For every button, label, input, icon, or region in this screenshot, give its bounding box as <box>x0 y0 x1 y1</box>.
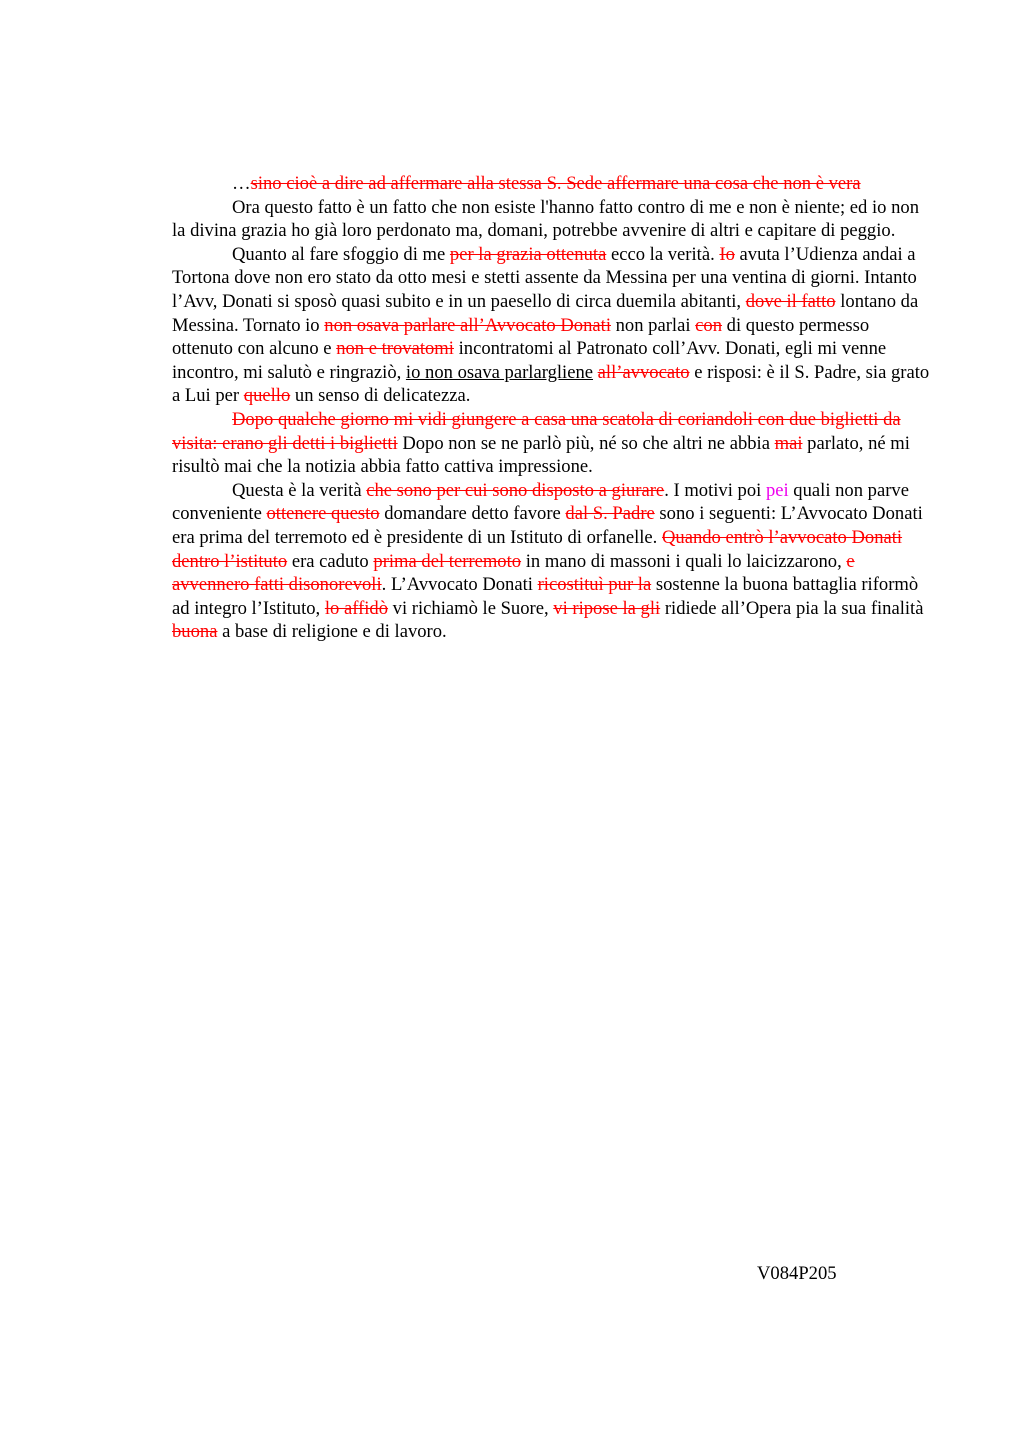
text-segment: era caduto <box>287 550 374 572</box>
deleted-text: non osava parlare all’Avvocato Donati <box>324 314 611 336</box>
text-segment: Ora questo fatto è un fatto che non esiste l'hanno fatto contro di me e non è niente; ed io non la divina grazia ho già loro perdonato ma, domani, potrebbe avvenire di altri e capitare di peggio. <box>172 196 919 242</box>
deleted-text: prima del terremoto <box>373 550 522 572</box>
text-segment: incontratomi al Patronato coll’Avv. Donati, egli mi venne incontro, mi salutò e ringraziò, <box>172 338 887 383</box>
text-segment: ecco la verità. <box>606 243 720 265</box>
deleted-text: all’avvocato <box>597 361 690 383</box>
page-code: V084P205 <box>757 1263 837 1284</box>
text-segment: domandare detto favore <box>379 503 566 525</box>
text-segment: … <box>232 173 251 194</box>
text-segment: parlato, né mi risultò mai che la notizia abbia fatto cattiva impressione. <box>172 432 910 478</box>
text-segment: sostenne la buona battaglia riformò ad integro l’Istituto, <box>172 574 919 619</box>
inserted-text: pei <box>765 479 789 501</box>
deleted-text: sino cioè a dire ad affermare alla stessa S. Sede affermare una cosa che non è vera <box>250 173 861 194</box>
paragraph <box>172 408 932 479</box>
document-body <box>172 172 932 644</box>
text-segment: lontano da Messina. Tornato io <box>172 290 919 336</box>
deleted-text: che sono per cui sono disposto a giurare <box>366 479 665 501</box>
deleted-text: Io <box>719 243 735 265</box>
text-segment: e risposi: è il S. Padre, sia grato a Lui per <box>172 361 930 407</box>
paragraph <box>172 243 932 408</box>
text-segment: in mano di massoni i quali lo laicizzarono, <box>521 550 847 572</box>
text-segment: a base di religione e di lavoro. <box>217 621 447 643</box>
text-segment: ridiede all’Opera pia la sua finalità <box>660 597 924 619</box>
text-segment: sono i seguenti: L’Avvocato Donati era prima del terremoto ed è presidente di un Istituto di orfanelle. <box>172 503 923 548</box>
text-segment: avuta l’Udienza andai a Tortona dove non ero stato da otto mesi e stetti assente da Messina per una ventina di giorni. Intanto l’Avv, Donati si sposò quasi subito e in un paesello di circa duemila abitanti, <box>172 243 917 312</box>
text-segment: Dopo non se ne parlò più, né so che altri ne abbia <box>397 432 775 454</box>
text-segment: . L’Avvocato Donati <box>381 574 538 596</box>
deleted-text: ricostituì pur la <box>537 574 652 596</box>
deleted-text: dal S. Padre <box>565 503 655 525</box>
text-segment: non parlai <box>610 314 696 336</box>
text-segment: Quanto al fare sfoggio di me <box>232 243 450 265</box>
text-segment: un senso di delicatezza. <box>290 385 471 407</box>
text-segment: di questo permesso ottenuto con alcuno e <box>172 314 870 360</box>
deleted-text: ottenere questo <box>266 503 380 525</box>
deleted-text: vi ripose la gli <box>553 597 661 619</box>
deleted-text: non e trovatomi <box>336 338 454 360</box>
deleted-text: con <box>695 314 723 336</box>
text-segment: quali non parve conveniente <box>172 479 909 525</box>
text-segment: vi richiamò le Suore, <box>388 597 554 619</box>
deleted-text: quello <box>243 385 291 407</box>
deleted-text: e avvennero fatti disonorevoli <box>172 550 855 596</box>
deleted-text: mai <box>774 432 803 454</box>
deleted-text: dove il fatto <box>745 290 836 312</box>
deleted-text: per la grazia ottenuta <box>449 243 607 265</box>
paragraph <box>172 479 932 644</box>
text-segment: . I motivi poi <box>664 479 766 501</box>
paragraph <box>172 196 932 243</box>
paragraph <box>172 172 932 196</box>
deleted-text: lo affidò <box>324 597 389 619</box>
text-segment: Questa è la verità <box>232 479 367 501</box>
deleted-text: Quando entrò l’avvocato Donati dentro l’istituto <box>172 526 903 572</box>
deleted-text: buona <box>172 621 218 643</box>
underlined-text: io non osava parlargliene <box>405 361 594 383</box>
deleted-text: Dopo qualche giorno mi vidi giungere a casa una scatola di coriandoli con due biglietti da visita: erano gli detti i biglietti <box>172 408 901 454</box>
